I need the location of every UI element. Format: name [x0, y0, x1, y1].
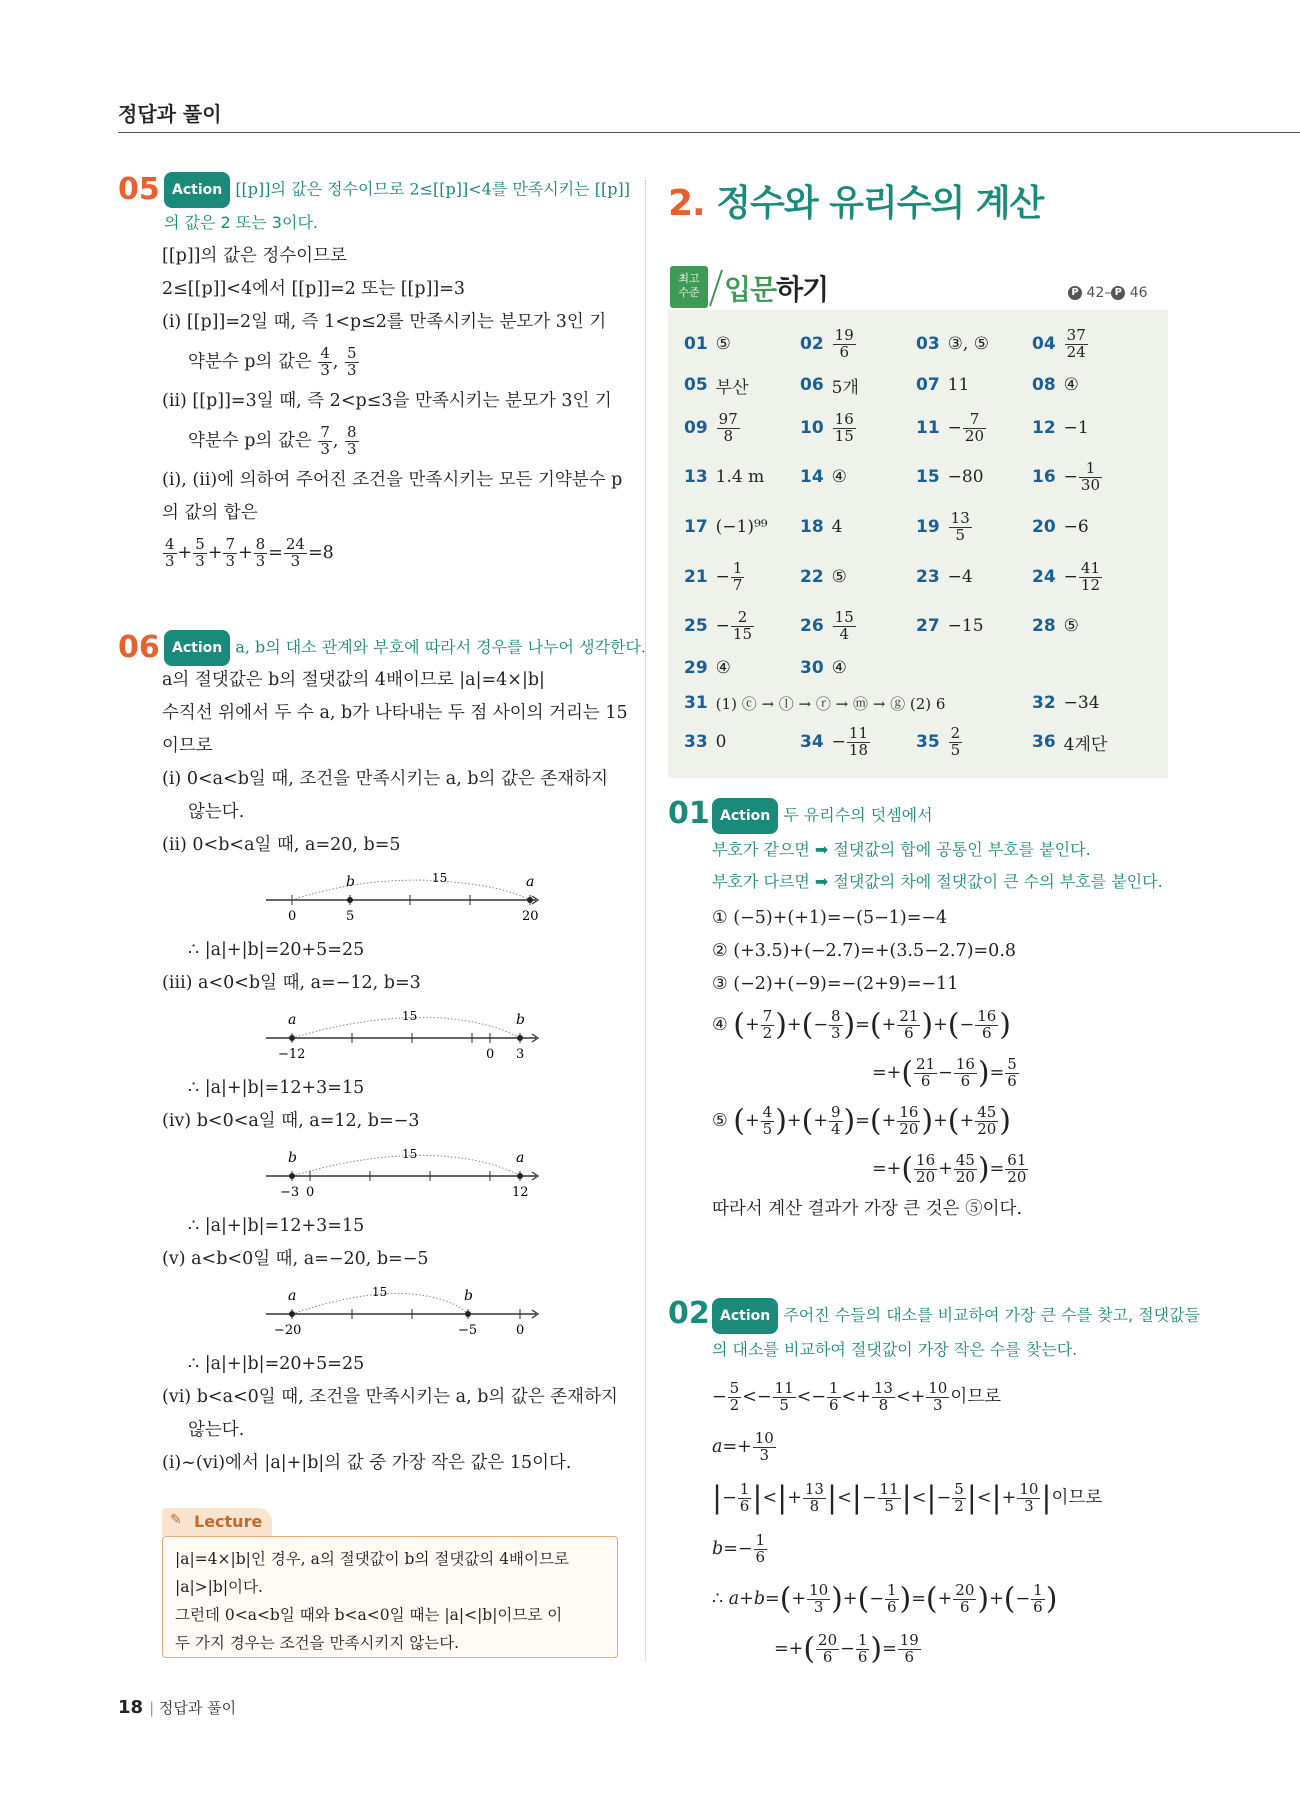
fraction: $\frac{5}{3}$	[347, 344, 357, 379]
tick-label: 0	[288, 909, 297, 924]
point-label: b	[464, 1288, 473, 1304]
fraction: $\frac{8}{3}$	[347, 423, 357, 458]
section-number: 2.	[668, 183, 705, 224]
answer-item: 34 − $\frac{11}{18}$	[800, 723, 869, 759]
point-a	[289, 1035, 295, 1041]
answer-item: 31 (1) ⓒ → ⓛ → ⓡ → ⓜ → ⓖ (2) 6	[684, 693, 946, 713]
equation-line: ② (+3.5)+(−2.7)=+(3.5−2.7)=0.8	[712, 941, 1017, 961]
text-fragment: 약분수 p의 값은	[188, 431, 312, 451]
equation-line: =+( $\frac{16}{20}$ + $\frac{45}{20}$ )= $\frac{61}{20}$	[872, 1151, 1027, 1187]
text-line: 않는다.	[188, 802, 245, 822]
action-text: 의 대소를 비교하여 절댓값이 가장 작은 수를 찾는다.	[712, 1340, 1078, 1359]
text-line: 않는다.	[188, 1420, 245, 1440]
problem-05	[118, 172, 628, 576]
tick-label: 20	[522, 909, 539, 924]
section-title-text: 정수와 유리수의 계산	[716, 183, 1044, 224]
action-text: a, b의 대소 관계와 부호에 따라서 경우를 나누어 생각한다.	[235, 637, 646, 657]
tick-label: 5	[346, 909, 355, 924]
page-sep: –	[1104, 285, 1112, 301]
point-label: a	[516, 1150, 525, 1166]
text-line: 약분수 p의 값은 $\frac{4}{3}$ , $\frac{5}{3}$	[188, 344, 357, 379]
page-to: 46	[1129, 285, 1148, 301]
text-line: ∴ |a|+|b|=20+5=25	[188, 940, 365, 960]
tick-label: 12	[512, 1185, 529, 1200]
tick-label: 0	[306, 1185, 315, 1200]
action-text: 부호가 다르면 ➡ 절댓값의 차에 절댓값이 큰 수의 부호를 붙인다.	[712, 872, 1163, 891]
point-b	[465, 1311, 471, 1317]
equation-line: b=− $\frac{1}{6}$	[712, 1531, 766, 1566]
lecture-line: |a|>|b|이다.	[175, 1578, 263, 1596]
point-b	[289, 1173, 295, 1179]
number-line-4	[262, 1282, 542, 1342]
text-fragment: 이므로	[950, 1387, 1002, 1407]
equation-line: ⑤ (+ $\frac{4}{5}$ )+(+ $\frac{9}{4}$ )=(+ $\frac{16}{20}$ )+(+ $\frac{45}{20}$ )	[712, 1103, 1011, 1139]
point-label: b	[288, 1150, 297, 1166]
pencil-icon: ✎	[170, 1512, 182, 1528]
text-line: a의 절댓값은 b의 절댓값의 4배이므로 |a|=4×|b|	[162, 670, 545, 690]
answer-item: 06 5개	[800, 375, 859, 398]
text-line: (ⅱ) 0<b<a일 때, a=20, b=5	[162, 835, 401, 855]
text-line: ∴ |a|+|b|=12+3=15	[188, 1078, 365, 1098]
point-label: b	[346, 874, 355, 890]
answer-item: 21 − $\frac{1}{7}$	[684, 558, 743, 594]
answer-item: 02 19 6	[800, 325, 854, 361]
answer-item: 27 −15	[916, 616, 984, 636]
answer-item: 13 1.4 m	[684, 467, 765, 487]
fraction: $\frac{4}{3}$	[320, 344, 330, 379]
page-footer: 18 | 정답과 풀이	[118, 1697, 237, 1718]
answer-item: 23 −4	[916, 567, 973, 587]
lecture-label: Lecture	[194, 1512, 263, 1531]
action-badge: Action	[712, 1298, 778, 1334]
text-line: (ⅰ) 0<a<b일 때, 조건을 만족시키는 a, b의 값은 존재하지	[162, 769, 608, 789]
answer-item: 03 ③, ⑤	[916, 334, 989, 354]
number-line-2	[262, 1006, 542, 1066]
section-title	[668, 175, 1043, 226]
text-line: 2≤[[p]]<4에서 [[p]]=2 또는 [[p]]=3	[162, 279, 466, 299]
page-number: 18	[118, 1697, 144, 1718]
answer-item: 04 37 24	[1032, 325, 1086, 361]
number-line-1	[262, 868, 542, 928]
action-badge: Action	[164, 630, 230, 666]
equation-line: − $\frac{5}{2}$ <− $\frac{11}{5}$ <− $\frac{1}{6}$ <+ $\frac{13}{8}$ <+ $\frac{10}{3}$ 이므로	[712, 1379, 1002, 1414]
answer-item: 29 ④	[684, 658, 731, 678]
point-a	[289, 1311, 295, 1317]
answer-item: 24 − $\frac{41}{12}$	[1032, 558, 1101, 594]
text-line: 이므로	[162, 736, 213, 756]
lecture-tab	[162, 1508, 272, 1536]
distance-label: 15	[372, 1285, 388, 1299]
answer-item: 10 16 15	[800, 409, 854, 445]
level-badge	[670, 266, 708, 308]
distance-label: 15	[402, 1147, 418, 1161]
equation-line: =+( $\frac{20}{6}$ − $\frac{1}{6}$ )= $\frac{19}{6}$	[774, 1631, 919, 1667]
text-line: 약분수 p의 값은 $\frac{7}{3}$ , $\frac{8}{3}$	[188, 423, 357, 458]
tick-label: −20	[274, 1323, 302, 1338]
point-b	[517, 1035, 523, 1041]
answer-item: 25 − $\frac{2}{15}$	[684, 607, 753, 643]
intro-title	[724, 268, 828, 308]
problem-number: 01	[668, 796, 710, 831]
equation-line: ① (−5)+(+1)=−(5−1)=−4	[712, 908, 948, 928]
fraction: $\frac{7}{3}$	[320, 423, 330, 458]
solution-01	[668, 798, 1188, 1226]
sum-result: =8	[307, 543, 334, 563]
sum-equation: $\frac{4}{3}$ + $\frac{5}{3}$ + $\frac{7}{3}$ + $\frac{8}{3}$ = $\frac{24}{3}$ =8	[165, 535, 334, 570]
intro-title-green: 입문	[724, 273, 777, 306]
equation-line: ④ (+ $\frac{7}{2}$ )+(− $\frac{8}{3}$ )=(+ $\frac{21}{6}$ )+(− $\frac{16}{6}$ )	[712, 1007, 1011, 1043]
action-text: 의 값은 2 또는 3이다.	[164, 213, 318, 232]
text-line: 의 값의 합은	[162, 503, 258, 523]
text-line: ∴ |a|+|b|=20+5=25	[188, 1354, 365, 1374]
answer-item: 14 ④	[800, 467, 847, 487]
text-line: [[p]]의 값은 정수이므로	[162, 246, 347, 266]
point-label: b	[516, 1012, 525, 1028]
answer-item: 11 − $\frac{7}{20}$	[916, 409, 985, 445]
answer-item: 30 ④	[800, 658, 847, 678]
problem-number: 02	[668, 1296, 710, 1331]
answer-item: 15 −80	[916, 467, 984, 487]
action-text: 두 유리수의 덧셈에서	[783, 805, 933, 825]
answer-item: 32 −34	[1032, 693, 1100, 713]
text-line: 수직선 위에서 두 수 a, b가 나타내는 두 점 사이의 거리는 15	[162, 703, 628, 723]
equation-line: ③ (−2)+(−9)=−(2+9)=−11	[712, 974, 959, 994]
text-line: (ⅱ) [[p]]=3일 때, 즉 2<p≤3을 만족시키는 분모가 3인 기	[162, 391, 612, 411]
text-line: (ⅰ), (ⅱ)에 의하여 주어진 조건을 만족시키는 모든 기약분수 p	[162, 470, 623, 490]
text-line: (ⅰ)~(ⅵ)에서 |a|+|b|의 값 중 가장 작은 값은 15이다.	[162, 1453, 572, 1473]
point-a	[517, 1173, 523, 1179]
lecture-line: 그런데 0<a<b일 때와 b<a<0일 때는 |a|<|b|이므로 이	[175, 1606, 563, 1624]
text-fragment: 이므로	[1051, 1488, 1103, 1508]
tick-label: −3	[280, 1185, 300, 1200]
slash-decoration	[708, 268, 724, 308]
action-badge: Action	[164, 172, 230, 208]
text-line: (ⅳ) b<0<a일 때, a=12, b=−3	[162, 1111, 420, 1131]
point-label: a	[288, 1288, 297, 1304]
problem-number: 05	[118, 172, 160, 207]
tick-label: −5	[458, 1323, 478, 1338]
answer-item: 22 ⑤	[800, 567, 847, 587]
page-from: 42	[1086, 285, 1105, 301]
action-text: [[p]]의 값은 정수이므로 2≤[[p]]<4를 만족시키는 [[p]]	[235, 179, 630, 199]
column-divider	[645, 180, 646, 1660]
page-reference	[1068, 285, 1148, 301]
answer-item: 26 15 4	[800, 607, 854, 643]
answer-item: 28 ⑤	[1032, 616, 1079, 636]
equation-line: ∴ a+b=(+ $\frac{10}{3}$ )+(− $\frac{1}{6}$ )=(+ $\frac{20}{6}$ )+(− $\frac{1}{6}$ )	[712, 1581, 1058, 1617]
badge-text: 최고	[678, 272, 700, 285]
problem-06	[118, 630, 646, 1480]
text-line: (ⅰ) [[p]]=2일 때, 즉 1<p≤2를 만족시키는 분모가 3인 기	[162, 312, 607, 332]
text-line: ∴ |a|+|b|=12+3=15	[188, 1216, 365, 1236]
page-header-title: 정답과 풀이	[118, 102, 222, 126]
equation-line: =+( $\frac{21}{6}$ − $\frac{16}{6}$ )= $\frac{5}{6}$	[872, 1055, 1017, 1091]
action-text: 부호가 같으면 ➡ 절댓값의 합에 공통인 부호를 붙인다.	[712, 840, 1091, 859]
page-icon: P	[1111, 286, 1125, 300]
answer-item: 18 4	[800, 517, 843, 537]
answer-item: 17 (−1)⁹⁹	[684, 517, 768, 537]
lecture-box	[162, 1536, 618, 1658]
point-a	[527, 897, 533, 903]
answer-item: 07 11	[916, 375, 970, 395]
equation-line: |− $\frac{1}{6}$ |<|+ $\frac{13}{8}$ |<|− $\frac{11}{5}$ |<|− $\frac{5}{2}$ |<|+ $\frac{10}{3}$ |이므로	[712, 1480, 1103, 1516]
answer-item: 12 −1	[1032, 418, 1089, 438]
distance-label: 15	[432, 871, 448, 885]
action-badge: Action	[712, 798, 778, 834]
number-line-3	[262, 1144, 542, 1204]
tick-label: 0	[486, 1047, 495, 1062]
equation-line: a=+ $\frac{10}{3}$	[712, 1429, 774, 1464]
answer-item: 01 ⑤	[684, 334, 731, 354]
answer-item: 19 13 5	[916, 508, 970, 544]
answer-item: 16 − $\frac{1}{30}$	[1032, 458, 1101, 494]
point-b	[347, 897, 353, 903]
lecture-line: |a|=4×|b|인 경우, a의 절댓값이 b의 절댓값의 4배이므로	[175, 1550, 569, 1568]
answer-item: 20 −6	[1032, 517, 1089, 537]
answer-item: 35 2 5	[916, 723, 961, 759]
tick-label: 3	[516, 1047, 525, 1062]
problem-number: 06	[118, 630, 160, 665]
point-label: a	[288, 1012, 297, 1028]
tick-label: −12	[278, 1047, 306, 1062]
conclusion-line: 따라서 계산 결과가 가장 큰 것은 ⑤이다.	[712, 1199, 1023, 1219]
footer-label: 정답과 풀이	[158, 1699, 237, 1717]
answer-item: 36 4계단	[1032, 732, 1108, 755]
text-line: (ⅵ) b<a<0일 때, 조건을 만족시키는 a, b의 값은 존재하지	[162, 1387, 618, 1407]
intro-title-black: 하기	[776, 273, 829, 306]
solution-02	[668, 1296, 1201, 1674]
text-fragment: 약분수 p의 값은	[188, 352, 312, 372]
answer-item: 33 0	[684, 732, 727, 752]
distance-label: 15	[402, 1009, 418, 1023]
lecture-line: 두 가지 경우는 조건을 만족시키지 않는다.	[175, 1634, 460, 1652]
text-line: (ⅴ) a<b<0일 때, a=−20, b=−5	[162, 1249, 429, 1269]
text-line: (ⅲ) a<0<b일 때, a=−12, b=3	[162, 973, 421, 993]
answer-item: 08 ④	[1032, 375, 1079, 395]
badge-text: 수준	[678, 286, 700, 299]
answer-item: 05 부산	[684, 375, 749, 398]
answer-item: 09 97 8	[684, 409, 738, 445]
header-rule	[118, 132, 1300, 133]
tick-label: 0	[516, 1323, 525, 1338]
point-label: a	[526, 874, 535, 890]
page-icon: P	[1068, 286, 1082, 300]
answer-grid	[684, 322, 1164, 764]
action-text: 주어진 수들의 대소를 비교하여 가장 큰 수를 찾고, 절댓값들	[783, 1305, 1201, 1325]
